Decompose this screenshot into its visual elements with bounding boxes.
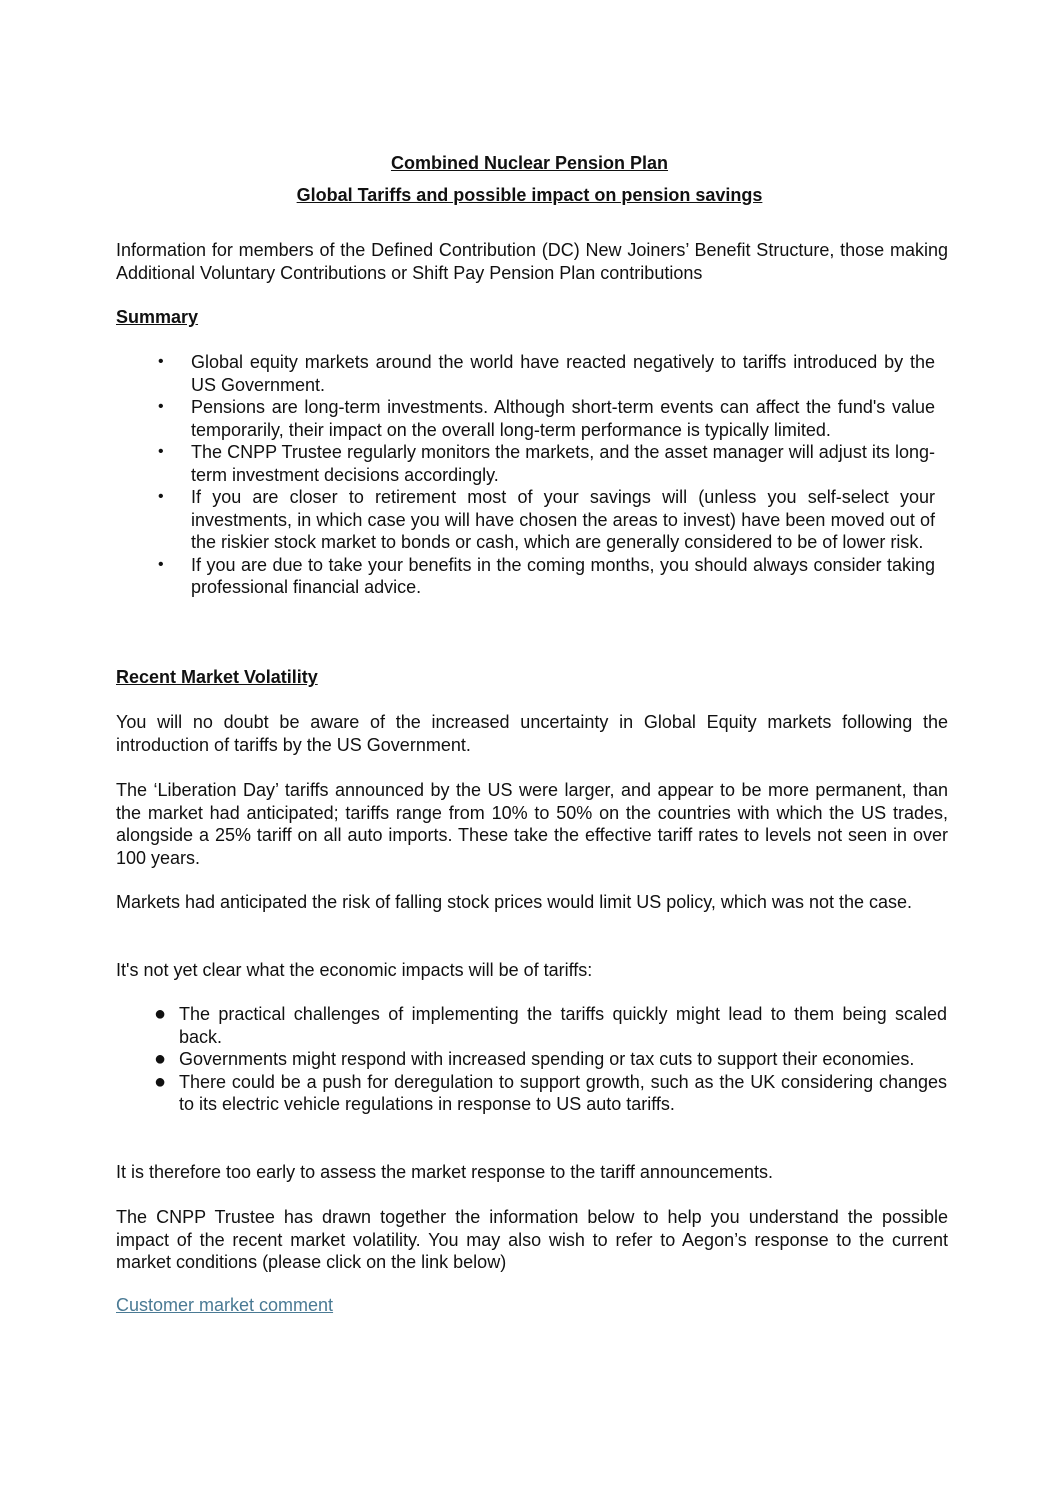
summary-item: • Pensions are long-term investments. Although short-term events can affect the fund's value temporarily, their impact on the overall long-term performance is typically limited. bbox=[158, 397, 935, 440]
summary-item: • If you are closer to retirement most of your savings will (unless you self-select your investments, in which case you will have chosen the areas to invest) have been moved out of the riskier stock market to bonds or cash, which are generally considered to be of lower risk. bbox=[158, 487, 935, 552]
summary-item: • Global equity markets around the world have reacted negatively to tariffs introduced by the US Government. bbox=[158, 352, 935, 395]
markets-paragraph: Markets had anticipated the risk of falling stock prices would limit US policy, which was not the case. bbox=[116, 892, 913, 912]
volatility-paragraph: You will no doubt be aware of the increased uncertainty in Global Equity markets following the introduction of tariffs by the US Government. bbox=[116, 712, 948, 755]
bullet-icon: ● bbox=[154, 1070, 167, 1093]
intro-paragraph: Information for members of the Defined Contribution (DC) New Joiners’ Benefit Structure, those making Additional Voluntary Contributions or Shift Pay Pension Plan contributions bbox=[116, 240, 948, 283]
bullet-icon: • bbox=[158, 555, 164, 573]
bullet-icon: ● bbox=[154, 1003, 167, 1025]
impacts-list bbox=[154, 1003, 947, 1116]
trustee-paragraph: The CNPP Trustee has drawn together the information below to help you understand the possible impact of the recent market volatility. You may also wish to refer to Aegon’s response to the current market conditions (please click on the link below) bbox=[116, 1207, 948, 1272]
impacts-intro-paragraph: It's not yet clear what the economic impacts will be of tariffs: bbox=[116, 960, 593, 980]
summary-item: • The CNPP Trustee regularly monitors the markets, and the asset manager will adjust its long-term investment decisions accordingly. bbox=[158, 442, 935, 485]
bullet-icon: • bbox=[158, 443, 164, 460]
bullet-icon: • bbox=[158, 488, 164, 505]
document-title: Combined Nuclear Pension Plan bbox=[390, 153, 669, 173]
volatility-heading: Recent Market Volatility bbox=[116, 667, 318, 687]
liberation-day-paragraph: The ‘Liberation Day’ tariffs announced by the US were larger, and appear to be more permanent, than the market had anticipated; tariffs range from 10% to 50% on the countries with which the US trades, alongside a 25% tariff on all auto imports. These take the effective tariff rates to levels not seen in over 100 years. bbox=[116, 780, 948, 868]
bullet-icon: • bbox=[158, 398, 164, 415]
summary-item: • If you are due to take your benefits in the coming months, you should always consider taking professional financial advice. bbox=[158, 554, 935, 597]
impact-item: ● The practical challenges of implementing the tariffs quickly might lead to them being scaled back. bbox=[154, 1003, 947, 1047]
summary-list bbox=[158, 351, 935, 599]
customer-market-comment-link[interactable]: Customer market comment bbox=[116, 1295, 334, 1315]
summary-heading: Summary bbox=[116, 307, 199, 327]
bullet-icon: ● bbox=[154, 1048, 167, 1070]
too-early-paragraph: It is therefore too early to assess the market response to the tariff announcements. bbox=[116, 1162, 774, 1182]
bullet-icon: • bbox=[158, 353, 164, 370]
document-subtitle: Global Tariffs and possible impact on pension savings bbox=[296, 185, 763, 205]
impact-item: ● Governments might respond with increased spending or tax cuts to support their economies. bbox=[154, 1048, 915, 1070]
impact-item: ● There could be a push for deregulation to support growth, such as the UK considering changes to its electric vehicle regulations in response to US auto tariffs. bbox=[154, 1070, 947, 1114]
